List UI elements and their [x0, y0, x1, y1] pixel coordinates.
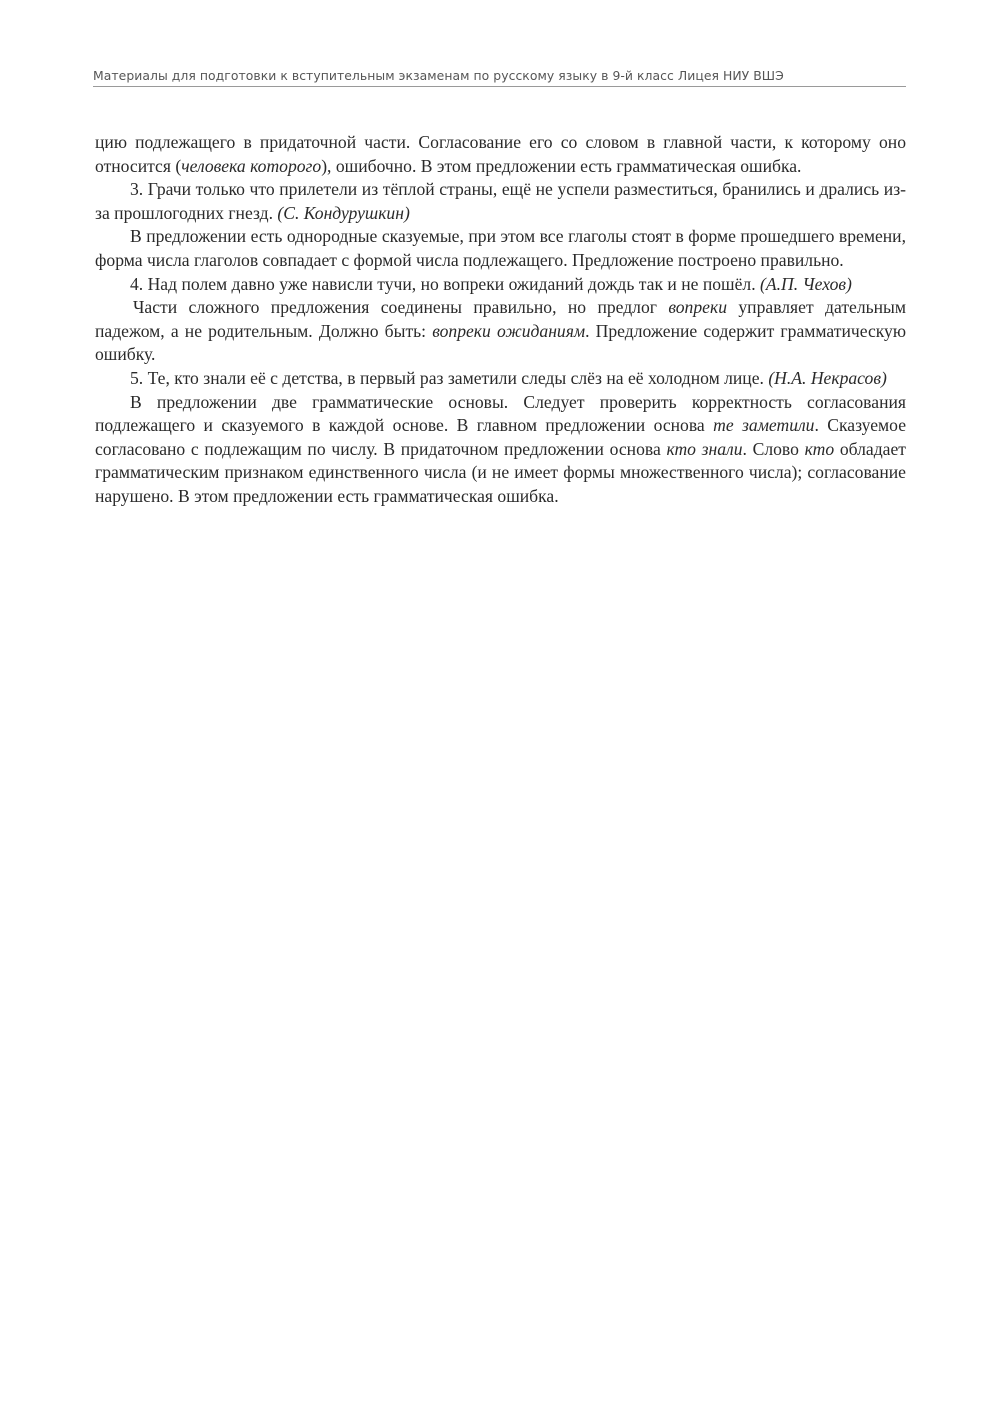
emphasis: те заметили: [713, 415, 815, 436]
emphasis: вопреки: [668, 297, 727, 318]
emphasis: вопреки ожиданиям: [432, 320, 586, 341]
emphasis: кто: [804, 438, 835, 459]
text-run: . Слово: [742, 438, 805, 459]
text-run: обладает грамматическим признаком единственного числа (и не имеет формы множественного числа); согласование нарушено. В этом предложении есть грамматическая ошибка.: [95, 438, 906, 506]
text-run: Части сложного предложения соединены правильно, но предлог: [133, 297, 669, 318]
running-header: Материалы для подготовки к вступительным экзаменам по русскому языку в 9-й класс Лицея НИУ ВШЭ: [93, 68, 784, 83]
text-run: . Предложение содержит грамматическую ошибку.: [95, 320, 906, 365]
emphasis: кто знали: [666, 438, 743, 459]
text-run: управляет дательным падежом, а не родительным. Должно быть:: [95, 297, 906, 341]
text-run: ), ошибочно. В этом предложении есть грамматическая ошибка.: [321, 155, 802, 176]
example-3: [95, 178, 906, 225]
example-author: (Н.А. Некрасов): [768, 367, 887, 388]
example-author: (А.П. Чехов): [760, 273, 852, 294]
example-author: (С. Кондурушкин): [277, 202, 410, 223]
text-run: В предложении две грамматические основы. Следует проверить корректность согласования подлежащего и сказуемого в каждой основе. В главном предложении основа: [95, 391, 906, 436]
emphasis: человека которого: [181, 155, 322, 176]
example-5: [95, 367, 906, 391]
comment-4: [95, 296, 906, 367]
example-text: 5. Те, кто знали её с детства, в первый раз заметили следы слёз на её холодном лице.: [130, 367, 769, 388]
example-text: 3. Грачи только что прилетели из тёплой страны, ещё не успели разместиться, бранились и дрались из-за прошлогодних гнезд.: [95, 179, 906, 223]
comment-5: [95, 391, 906, 509]
example-4: [95, 273, 906, 297]
header-divider: [93, 86, 906, 87]
text-run: цию подлежащего в придаточной части. Согласование его со словом в главной части, к которому оно относится (: [95, 132, 906, 176]
comment-3: В предложении есть однородные сказуемые, при этом все глаголы стоят в форме прошедшего времени, форма числа глаголов совпадает с формой числа подлежащего. Предложение построено правильно.: [95, 226, 906, 270]
continuation-paragraph: [95, 131, 906, 178]
text-run: . Сказуемое согласовано с подлежащим по числу. В придаточном предложении основа: [95, 415, 907, 459]
example-text: 4. Над полем давно уже нависли тучи, но вопреки ожиданий дождь так и не пошёл.: [130, 273, 760, 294]
page-body: [95, 131, 906, 509]
